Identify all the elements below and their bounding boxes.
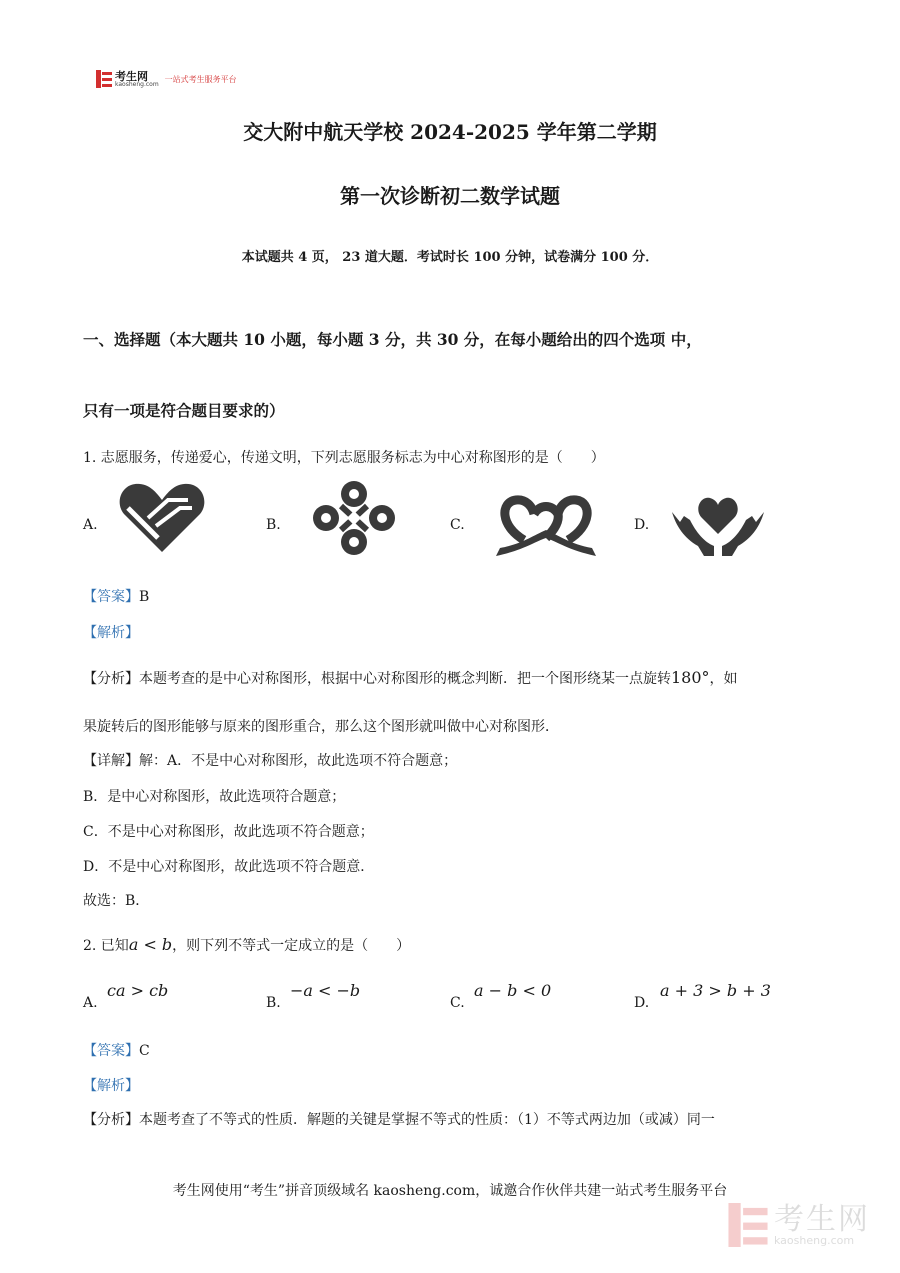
q1-conclusion: 故选：B． xyxy=(83,893,150,909)
section-heading: 一、选择题（本大题共 10 小题，每小题 3 分，共 30 分，在每小题给出的四个选项 中， xyxy=(83,330,702,349)
q1-option-b-label: B. xyxy=(266,517,281,533)
page-title: 交大附中航天学校 2024-2025 学年第二学期 xyxy=(243,120,657,144)
q1-detail-c: C．不是中心对称图形，故此选项不符合题意； xyxy=(83,824,374,840)
q2-answer xyxy=(83,1040,150,1060)
fenxi-tag: 【分析】 xyxy=(83,671,139,687)
q1-detail xyxy=(83,750,457,770)
q1-option-c-label: C. xyxy=(450,517,465,533)
watermark xyxy=(728,1203,870,1247)
watermark-domain: kaosheng.com xyxy=(774,1233,855,1247)
q1-option-d-label: D. xyxy=(634,517,650,533)
q1-detail-d: D．不是中心对称图形，故此选项不符合题意． xyxy=(83,859,375,875)
q2-option-b-label: B. xyxy=(266,995,281,1011)
q2-option-c-math: a − b < 0 xyxy=(474,981,552,1000)
question-1-stem: 1. 志愿服务，传递爱心，传递文明，下列志愿服务标志为中心对称图形的是（ ） xyxy=(83,450,605,466)
exam-note: 本试题共 4 页， 23 道大题．考试时长 100 分钟，试卷满分 100 分． xyxy=(241,250,659,265)
logo-name: 考生网 xyxy=(115,69,148,83)
xiangjie-text: 解：A．不是中心对称图形，故此选项不符合题意； xyxy=(139,753,458,769)
answer-value: B xyxy=(139,589,150,605)
watermark-logo-icon xyxy=(728,1203,768,1247)
fenxi-text-end: ，如 xyxy=(709,671,738,687)
answer-value: C xyxy=(139,1043,150,1059)
q2-fenxi xyxy=(83,1109,715,1129)
q2-option-a-label: A. xyxy=(83,995,98,1011)
q2-stem-math: a < b xyxy=(128,935,173,954)
q1-option-a-label: A. xyxy=(83,517,98,533)
q2-option-d-label: D. xyxy=(634,995,650,1011)
q2-option-b-math: −a < −b xyxy=(290,981,361,1000)
kaosheng-logo-icon xyxy=(96,70,112,88)
fenxi-tag: 【分析】 xyxy=(83,1112,139,1128)
clover-hands-logo-icon xyxy=(311,478,397,558)
section-heading-cont: 只有一项是符合题目要求的） xyxy=(83,401,285,420)
page-subtitle: 第一次诊断初二数学试题 xyxy=(340,184,560,208)
q2-stem-prefix: 2. 已知 xyxy=(83,938,129,954)
site-logo[interactable] xyxy=(96,70,237,88)
fenxi-math: 180° xyxy=(671,668,710,687)
q1-fenxi-cont: 果旋转后的图形能够与原来的图形重合，那么这个图形就叫做中心对称图形． xyxy=(83,719,559,735)
answer-tag: 【答案】 xyxy=(83,589,139,605)
q1-fenxi xyxy=(83,668,738,688)
logo-domain: kaosheng.com xyxy=(115,80,159,88)
fenxi-text: 本题考查了不等式的性质．解题的关键是掌握不等式的性质：（1）不等式两边加（或减）同一 xyxy=(139,1112,715,1128)
watermark-name: 考生网 xyxy=(774,1201,870,1237)
page-footer: 考生网使用“考生”拼音顶级域名 kaosheng.com，诚邀合作伙伴共建一站式考生服务平台 xyxy=(172,1183,728,1199)
q2-stem-suffix: ，则下列不等式一定成立的是（ ） xyxy=(172,938,411,954)
q2-analysis-tag: 【解析】 xyxy=(83,1078,139,1094)
hands-holding-heart-logo-icon xyxy=(670,490,766,558)
heart-hand-logo-icon xyxy=(118,478,206,556)
xiangjie-tag: 【详解】 xyxy=(83,753,139,769)
twin-hearts-ribbon-logo-icon xyxy=(494,490,598,558)
fenxi-text: 本题考查的是中心对称图形，根据中心对称图形的概念判断．把一个图形绕某一点旋转 xyxy=(139,671,671,687)
q1-detail-b: B．是中心对称图形，故此选项符合题意； xyxy=(83,789,346,805)
q2-option-c-label: C. xyxy=(450,995,465,1011)
q1-analysis-tag: 【解析】 xyxy=(83,625,139,641)
answer-tag: 【答案】 xyxy=(83,1043,139,1059)
q1-answer xyxy=(83,586,149,606)
q2-option-a-math: ca > cb xyxy=(107,981,169,1000)
logo-slogan: 一站式考生服务平台 xyxy=(164,74,237,84)
q2-option-d-math: a + 3 > b + 3 xyxy=(660,981,771,1000)
question-2-stem xyxy=(83,935,410,955)
